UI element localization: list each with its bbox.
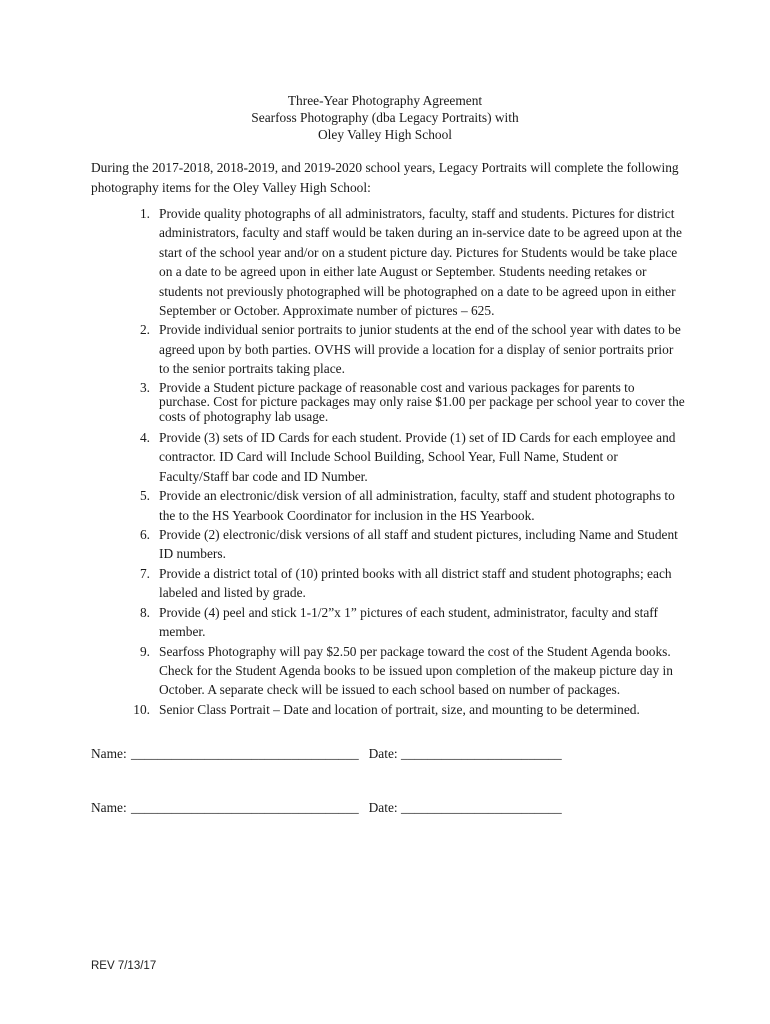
item-number: 2.: [139, 322, 150, 338]
list-item: [126, 603, 686, 642]
item-text: Searfoss Photography will pay $2.50 per package toward the cost of the Student Agenda books. Check for the Student Agenda books to be issued upon completion of the makeup picture day in October. A separate check will be issued to each school based on number of packages.: [159, 643, 673, 698]
item-number: 6.: [139, 527, 150, 543]
document-title: [0, 92, 770, 143]
list-item: [126, 379, 686, 428]
list-item: [126, 564, 686, 603]
title-line-1: Three-Year Photography Agreement: [287, 93, 483, 108]
item-text: Provide an electronic/disk version of all administration, faculty, staff and student photographs to the to the HS Yearbook Coordinator for inclusion in the HS Yearbook.: [159, 488, 675, 523]
agreement-items-list: [126, 204, 686, 719]
item-number: 7.: [139, 565, 150, 581]
name-signature-line[interactable]: __________________________________: [131, 800, 359, 815]
intro-paragraph: During the 2017-2018, 2018-2019, and 2019-2020 school years, Legacy Portraits will complete the following photography items for the Oley Valley High School:: [91, 160, 679, 195]
signature-row-2: [91, 798, 691, 818]
title-line-3: Oley Valley High School: [317, 127, 453, 142]
item-text: Senior Class Portrait – Date and location of portrait, size, and mounting to be determined.: [159, 701, 640, 717]
item-number: 5.: [139, 488, 150, 504]
item-text: Provide (4) peel and stick 1-1/2”x 1” pictures of each student, administrator, faculty and staff member.: [159, 604, 658, 640]
list-item: [126, 320, 686, 378]
item-text: Provide (3) sets of ID Cards for each student. Provide (1) set of ID Cards for each employee and contractor. ID Card will Include School Building, School Year, Full Name, Student or Faculty/Staff bar code and ID Number.: [159, 430, 676, 484]
date-signature-line[interactable]: ________________________: [401, 746, 562, 761]
item-number: 10.: [133, 701, 150, 717]
item-number: 4.: [139, 430, 150, 446]
item-number: 8.: [139, 604, 150, 620]
name-label: Name:: [91, 800, 127, 815]
item-number: 9.: [139, 643, 150, 659]
item-text: Provide individual senior portraits to junior students at the end of the school year with dates to be agreed upon by both parties. OVHS will provide a location for a display of senior portraits prior to the senior portraits taking place.: [159, 322, 681, 377]
list-item: [126, 204, 686, 320]
name-label: Name:: [91, 746, 127, 761]
item-text: Provide a district total of (10) printed books with all district staff and student photographs; each labeled and listed by grade.: [159, 565, 672, 601]
date-label: Date:: [368, 746, 398, 761]
item-number: 3.: [139, 379, 150, 395]
title-line-2: Searfoss Photography (dba Legacy Portraits) with: [251, 110, 519, 125]
name-signature-line[interactable]: __________________________________: [131, 746, 359, 761]
list-item: [126, 700, 686, 719]
list-item: [126, 486, 686, 525]
item-number: 1.: [139, 206, 150, 221]
list-item: [126, 642, 686, 700]
item-text: Provide quality photographs of all administrators, faculty, staff and students. Pictures for district administrators, faculty and staff would be taken during an in-service date to be agreed upon at the start of the school year and/or on a student picture day. Pictures for Students would be take place on a date to be agreed upon in either late August or September. Students needing retakes or students not previously photographed will be photographed on a date to be agreed upon in either September or October. Approximate number of pictures – 625.: [159, 206, 682, 319]
date-label: Date:: [368, 800, 398, 815]
list-item: [126, 525, 686, 564]
list-item: [126, 428, 686, 486]
item-text: Provide a Student picture package of reasonable cost and various packages for parents to purchase. Cost for picture packages may only raise $1.00 per package per school year to cover the costs of photography lab usage.: [159, 379, 685, 425]
date-signature-line[interactable]: ________________________: [401, 800, 562, 815]
signature-row-1: [91, 744, 691, 764]
revision-footer: REV 7/13/17: [91, 960, 157, 972]
item-text: Provide (2) electronic/disk versions of all staff and student pictures, including Name and Student ID numbers.: [159, 527, 678, 562]
